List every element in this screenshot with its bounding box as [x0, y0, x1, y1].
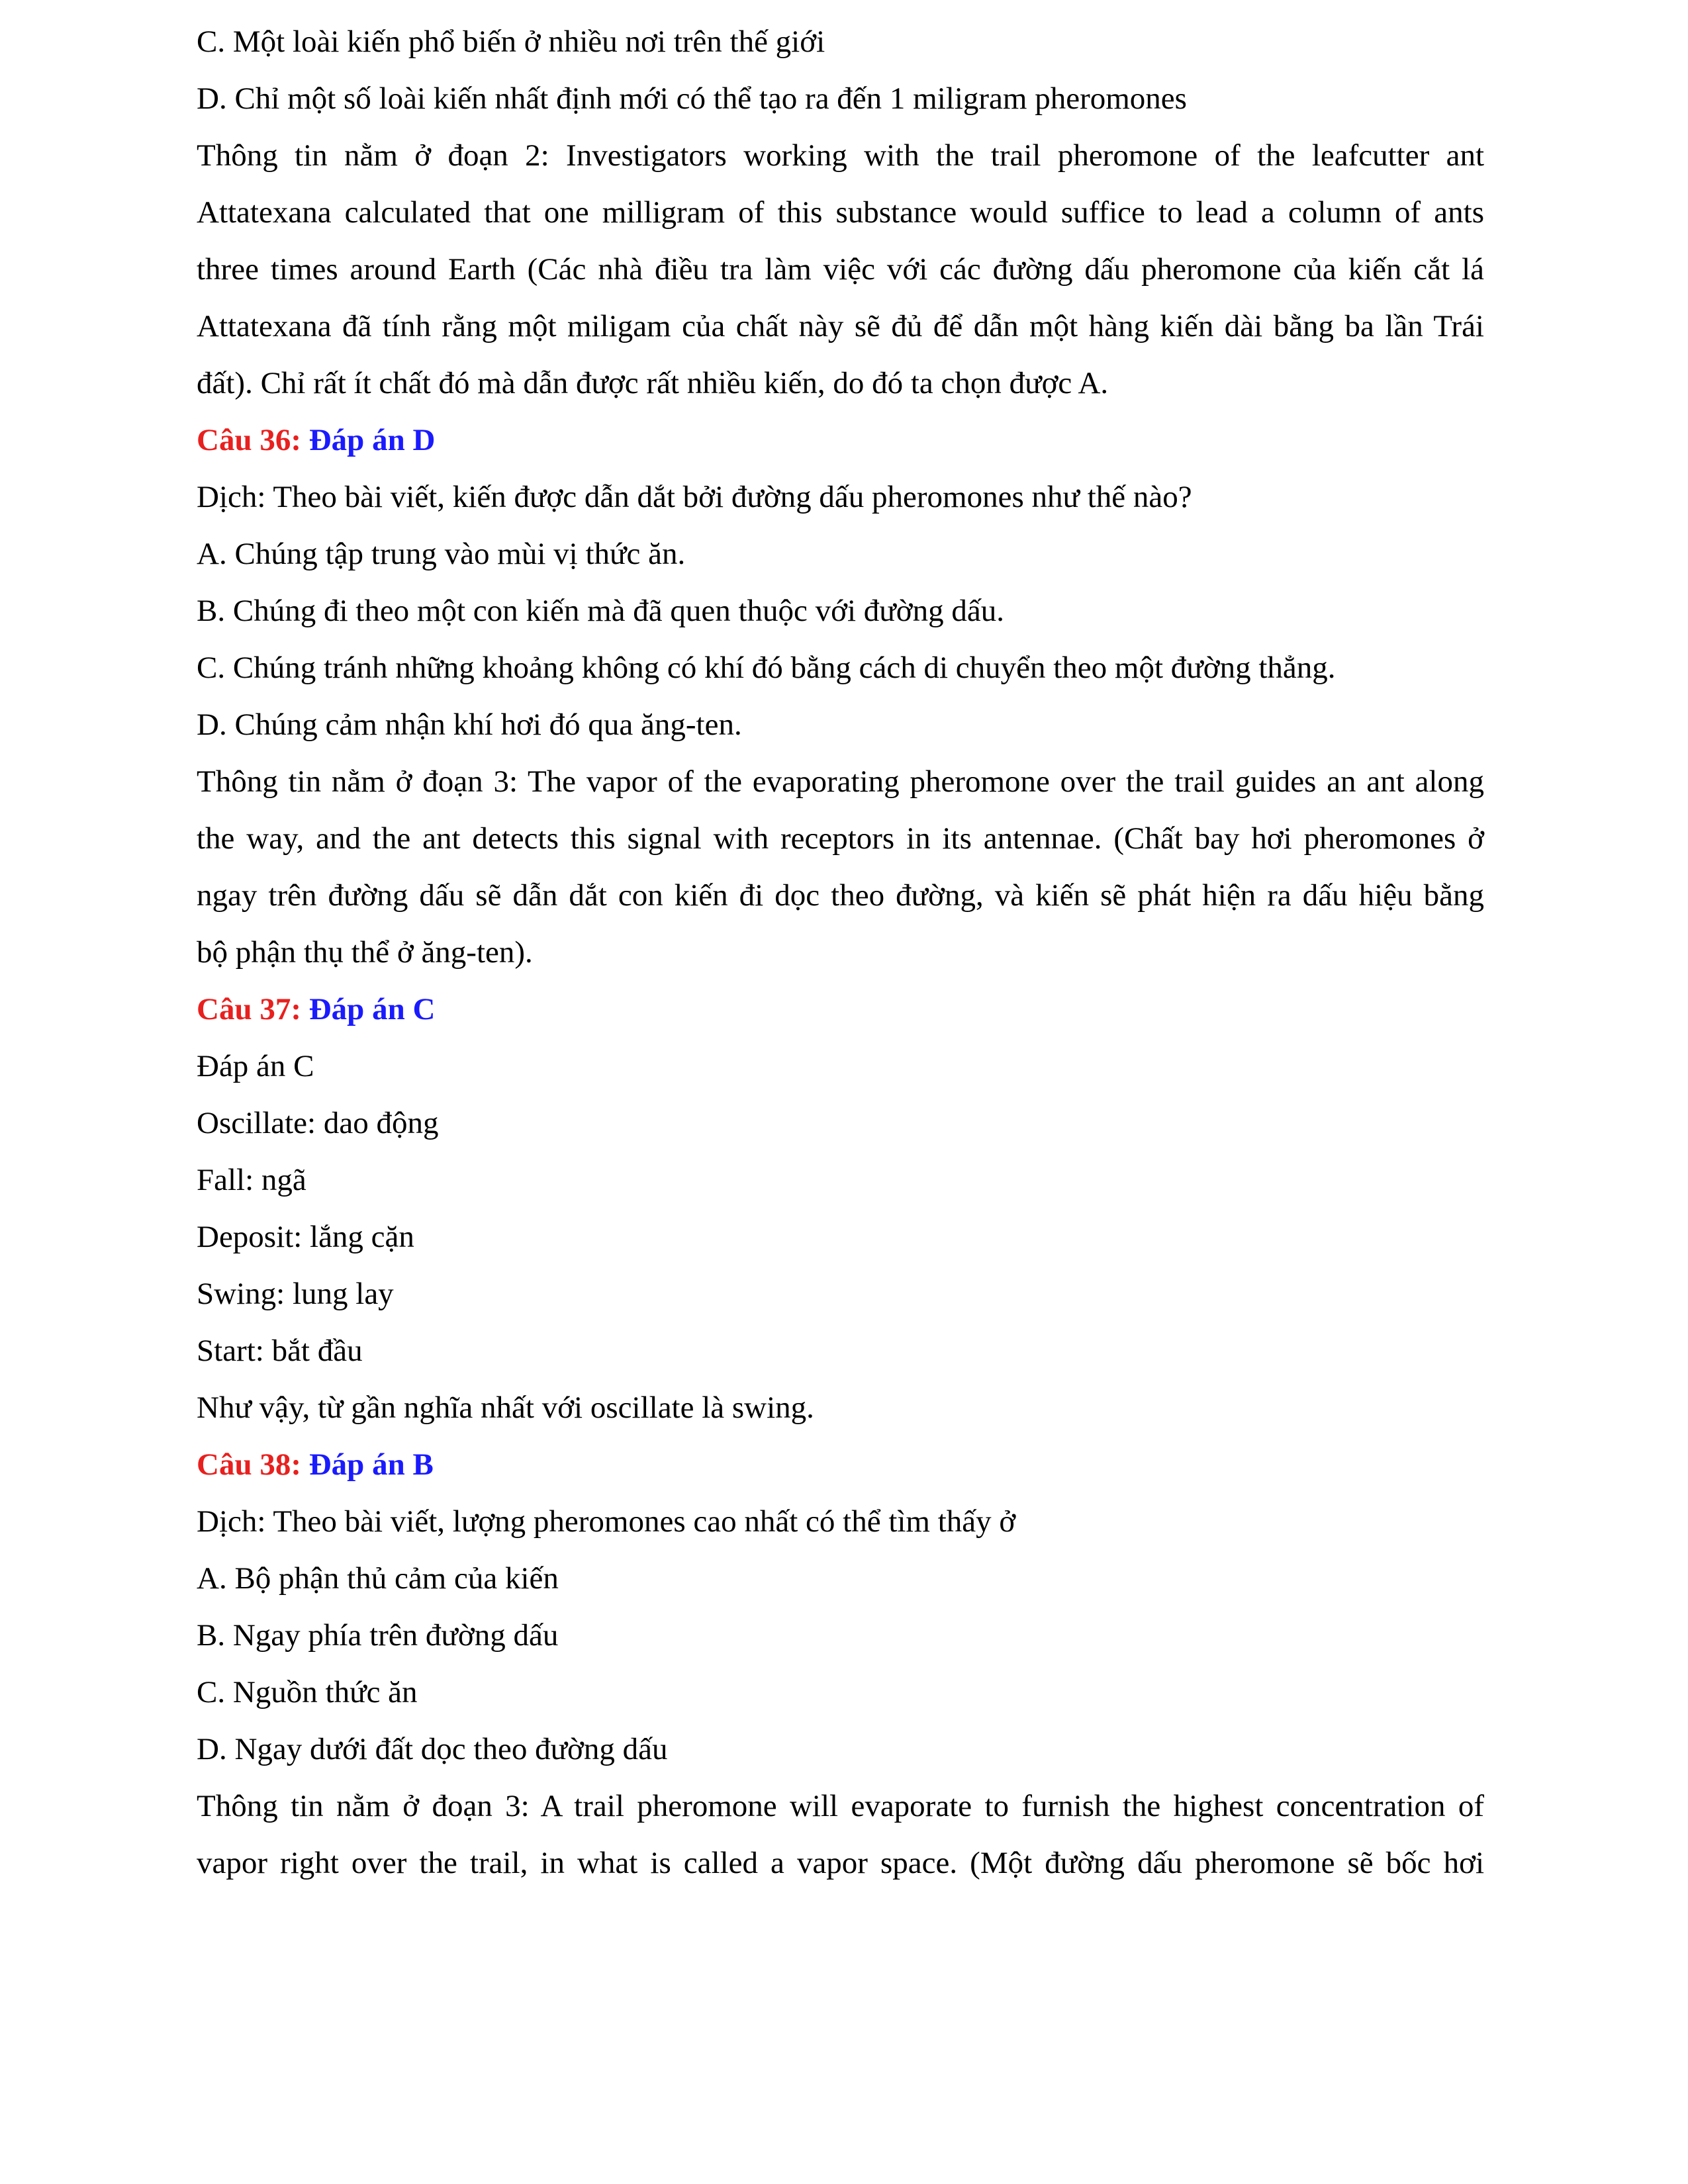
answer-label: Đáp án D	[308, 423, 436, 457]
answer-label: Đáp án B	[308, 1447, 434, 1482]
option-line: D. Ngay dưới đất dọc theo đường dấu	[197, 1732, 668, 1766]
question-heading-36	[197, 412, 1484, 469]
option-line: C. Chúng tránh những khoảng không có khí đó bằng cách di chuyển theo một đường thẳng.	[197, 651, 1336, 685]
question-label: Câu 37:	[197, 992, 301, 1026]
question-heading-38	[197, 1436, 1484, 1493]
explanation-line: ngay trên đường dấu sẽ dẫn dắt con kiến đi dọc theo đường, và kiến sẽ phát hiện ra dấu hiệu bằng	[197, 878, 1484, 913]
explanation-line: three times around Earth (Các nhà điều tra làm việc với các đường dấu pheromone của kiến cắt lá	[197, 252, 1484, 287]
question-heading-37	[197, 981, 1484, 1038]
option-line: A. Chúng tập trung vào mùi vị thức ăn.	[197, 537, 686, 571]
conclusion-line: Như vậy, từ gần nghĩa nhất với oscillate là swing.	[197, 1390, 814, 1425]
explanation-line: đất). Chỉ rất ít chất đó mà dẫn được rất nhiều kiến, do đó ta chọn được A.	[197, 366, 1109, 400]
option-line: D. Chúng cảm nhận khí hơi đó qua ăng-ten.	[197, 707, 742, 742]
translation-line: Dịch: Theo bài viết, lượng pheromones cao nhất có thể tìm thấy ở	[197, 1504, 1016, 1539]
explanation-line: vapor right over the trail, in what is called a vapor space. (Một đường dấu pheromone sẽ bốc hơi	[197, 1846, 1484, 1880]
explanation-line: Attatexana đã tính rằng một miligam của chất này sẽ đủ để dẫn một hàng kiến dài bằng ba lần Trái	[197, 309, 1484, 343]
translation-line: Dịch: Theo bài viết, kiến được dẫn dắt bởi đường dấu pheromones như thế nào?	[197, 480, 1192, 514]
option-line: D. Chỉ một số loài kiến nhất định mới có thể tạo ra đến 1 miligram pheromones	[197, 81, 1187, 116]
explanation-line: the way, and the ant detects this signal with receptors in its antennae. (Chất bay hơi pheromones ở	[197, 821, 1484, 856]
option-line: C. Nguồn thức ăn	[197, 1675, 418, 1709]
option-line: A. Bộ phận thủ cảm của kiến	[197, 1561, 559, 1596]
explanation-line: Thông tin nằm ở đoạn 3: The vapor of the evaporating pheromone over the trail guides an ant along	[197, 764, 1484, 799]
document-page	[197, 13, 1484, 1891]
question-label: Câu 38:	[197, 1447, 301, 1482]
explanation-line: bộ phận thụ thể ở ăng-ten).	[197, 935, 533, 970]
answer-line: Đáp án C	[197, 1049, 314, 1083]
vocab-line: Start: bắt đầu	[197, 1334, 363, 1368]
option-line: C. Một loài kiến phổ biến ở nhiều nơi trên thế giới	[197, 24, 825, 59]
question-label: Câu 36:	[197, 423, 301, 457]
option-line: B. Ngay phía trên đường dấu	[197, 1618, 559, 1653]
explanation-line: Attatexana calculated that one milligram of this substance would suffice to lead a column of ants	[197, 195, 1484, 230]
vocab-line: Oscillate: dao động	[197, 1106, 439, 1140]
explanation-line: Thông tin nằm ở đoạn 3: A trail pheromone will evaporate to furnish the highest concentration of	[197, 1789, 1484, 1823]
vocab-line: Fall: ngã	[197, 1163, 306, 1197]
answer-label: Đáp án C	[308, 992, 436, 1026]
explanation-line: Thông tin nằm ở đoạn 2: Investigators working with the trail pheromone of the leafcutter ant	[197, 138, 1484, 173]
option-line: B. Chúng đi theo một con kiến mà đã quen thuộc với đường dấu.	[197, 594, 1004, 628]
vocab-line: Deposit: lắng cặn	[197, 1220, 414, 1254]
vocab-line: Swing: lung lay	[197, 1277, 394, 1311]
